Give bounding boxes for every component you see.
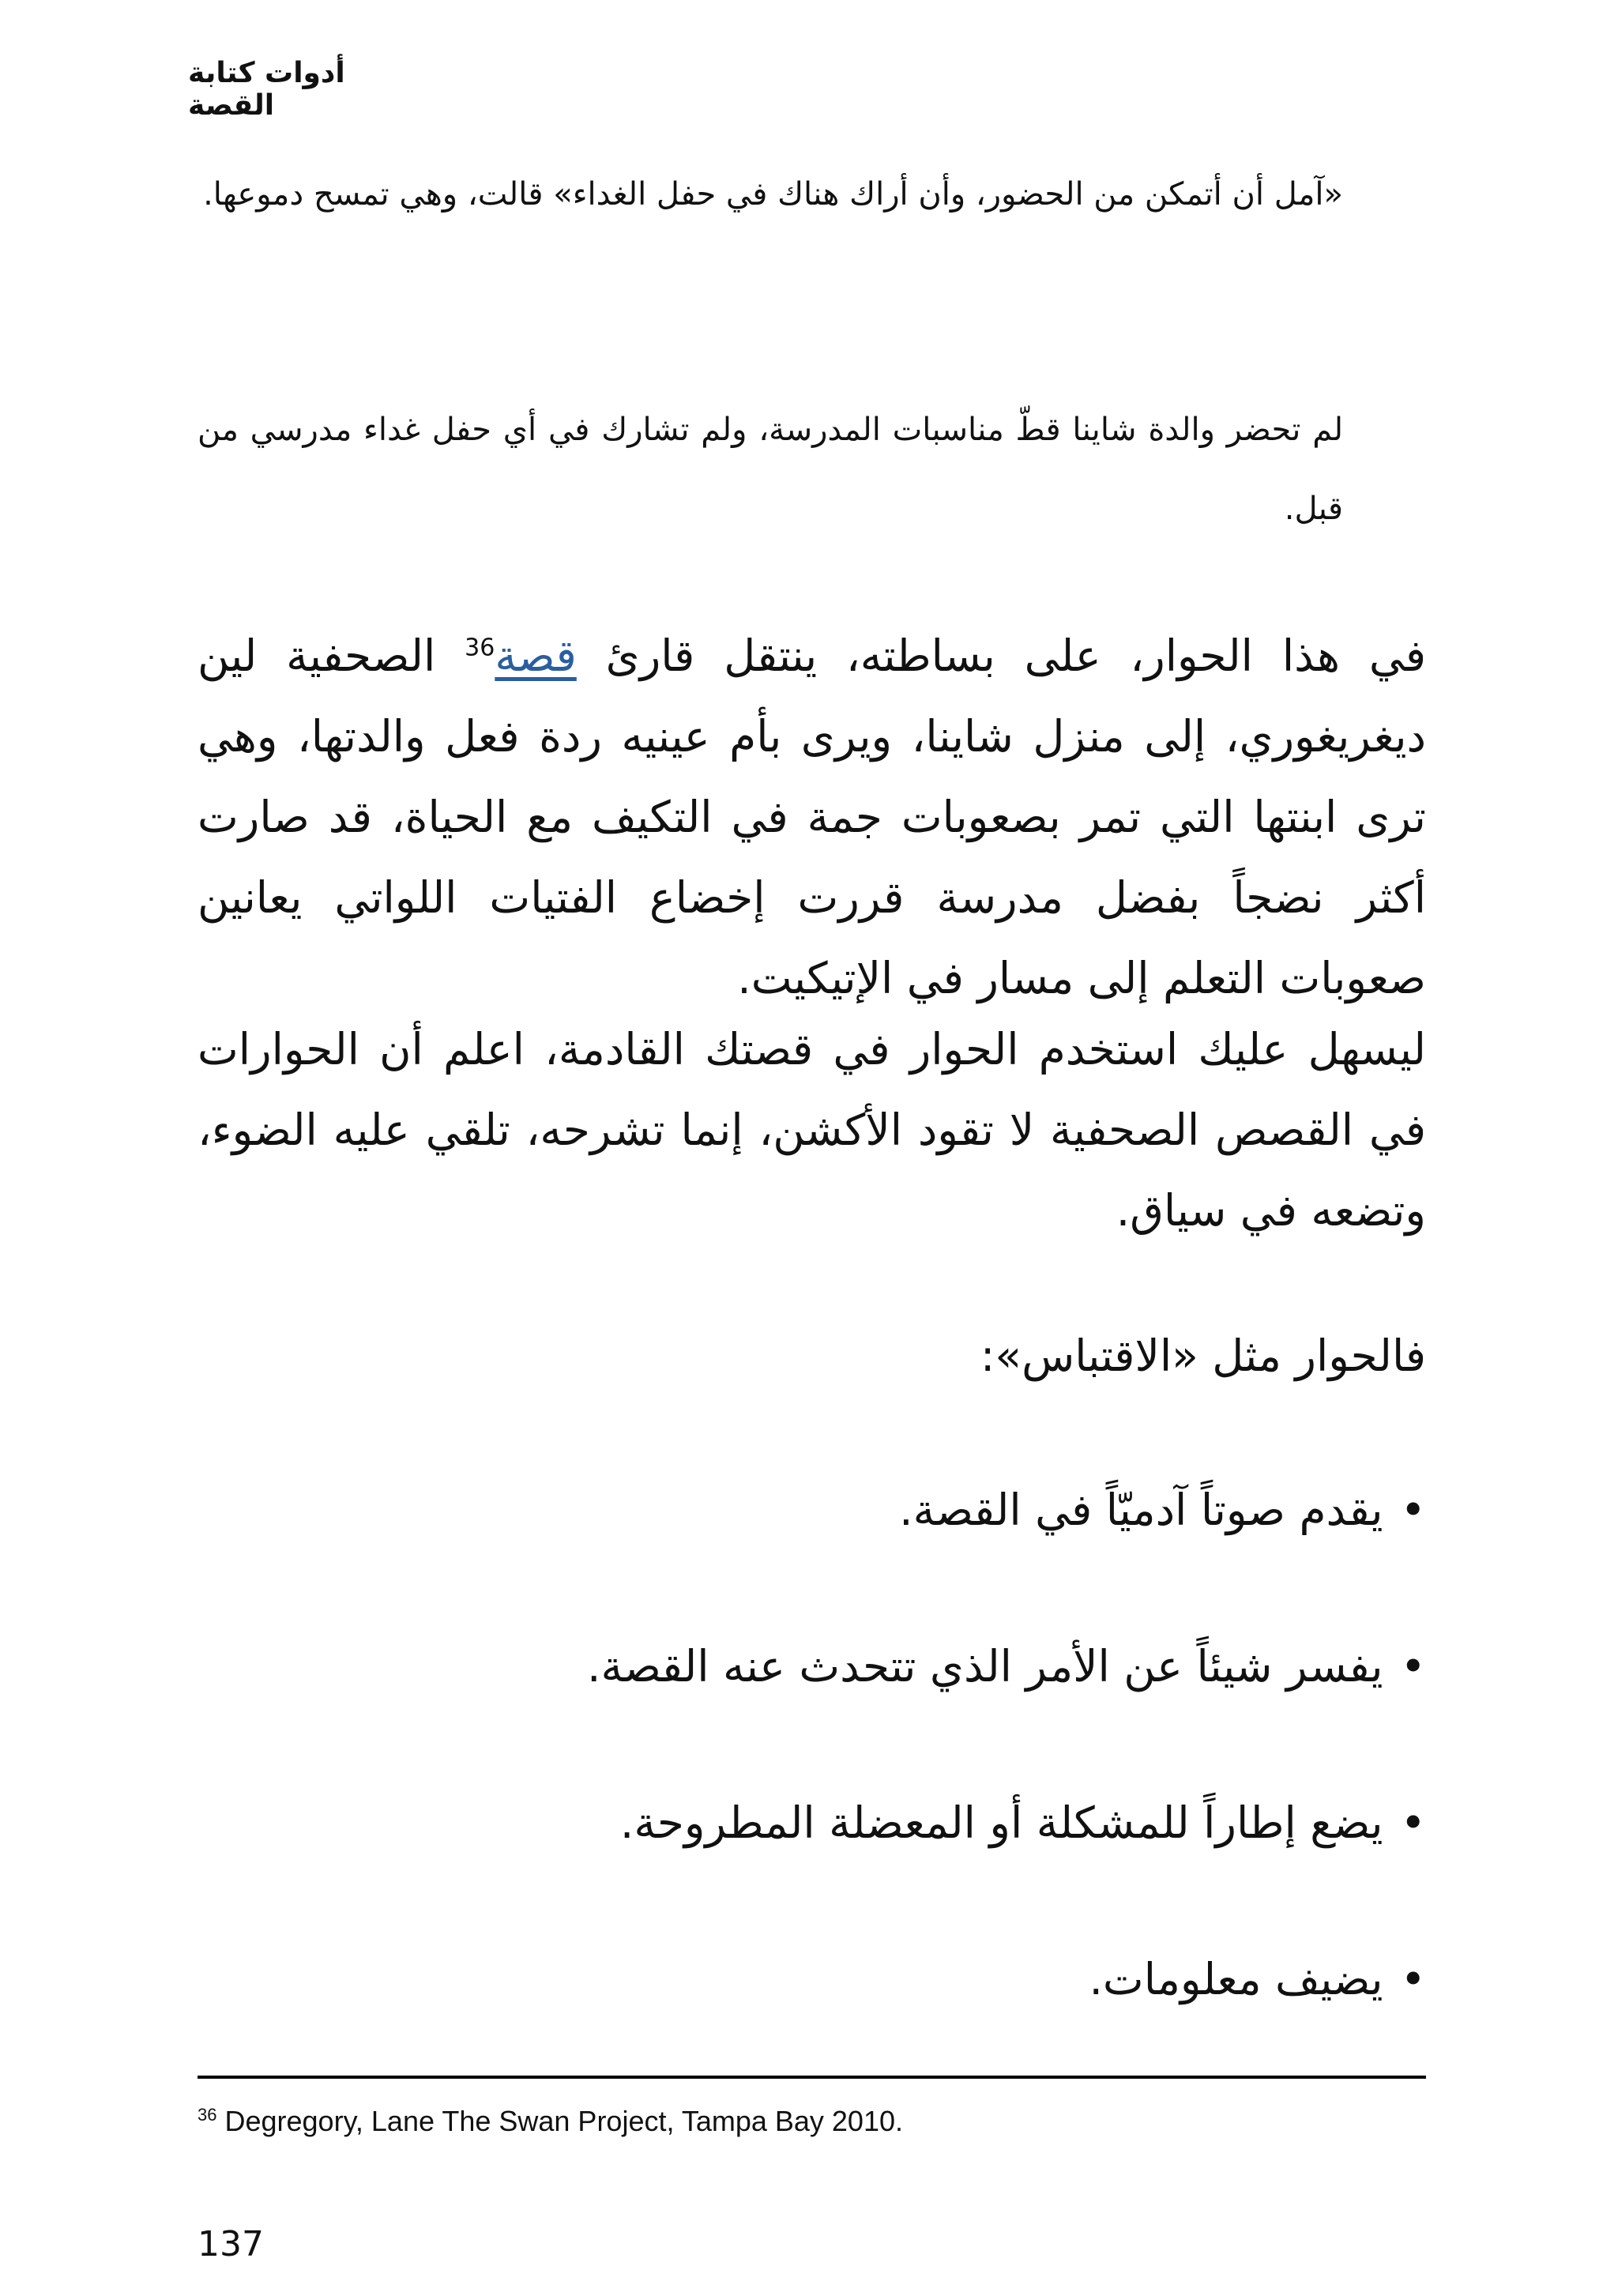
list-item bbox=[399, 1939, 1426, 2019]
body-paragraph-2: ليسهل عليك استخدم الحوار في قصتك القادمة، اعلم أن الحوارات في القصص الصحفية لا تقود الأكشن، إنما تشرحه، تلقي عليه الضوء، وتضعه في سياق. bbox=[198, 1024, 1426, 1236]
list-item-text: يضيف معلومات. bbox=[1089, 1954, 1383, 2004]
list-item bbox=[399, 1782, 1426, 1863]
dialogue-context: لم تحضر والدة شاينا قطّ مناسبات المدرسة، ولم تشارك في أي حفل غداء مدرسي من قبل. bbox=[198, 412, 1343, 527]
page-number: 137 bbox=[198, 2224, 264, 2264]
bullet-icon: • bbox=[1400, 1797, 1426, 1848]
body-paragraph-1 bbox=[198, 615, 1426, 1018]
list-item bbox=[399, 1626, 1426, 1707]
list-item-text: يقدم صوتاً آدميّاً في القصة. bbox=[899, 1485, 1383, 1535]
footnote-number: 36 bbox=[198, 2105, 217, 2125]
bullet-icon: • bbox=[1400, 1485, 1426, 1535]
list-item-text: يفسر شيئاً عن الأمر الذي تتحدث عنه القصة. bbox=[587, 1641, 1383, 1692]
footnote bbox=[198, 2105, 1426, 2138]
bullet-icon: • bbox=[1400, 1954, 1426, 2004]
bullet-icon: • bbox=[1400, 1641, 1426, 1692]
body-paragraph-3: فالحوار مثل «الاقتباس»: bbox=[980, 1331, 1426, 1381]
footnote-text: Degregory, Lane The Swan Project, Tampa Bay 2010. bbox=[216, 2105, 904, 2137]
paragraph-text-before-link: في هذا الحوار، على بساطته، ينتقل قارئ bbox=[576, 630, 1426, 681]
footnote-divider bbox=[198, 2076, 1426, 2079]
running-header: أدوات كتابة القصة bbox=[188, 57, 345, 122]
list-item bbox=[399, 1470, 1426, 1550]
story-link[interactable]: قصة bbox=[495, 630, 577, 681]
paragraph-text-after-link: الصحفية لين ديغريغوري، إلى منزل شاينا، ويرى بأم عينيه ردة فعل والدتها، وهي ترى ابنتها التي تمر بصعوبات جمة في التكيف مع الحياة، قد صارت أكثر نضجاً بفضل مدرسة قررت إخضاع الفتيات اللواتي يعانين صعوبات التعلم إلى مسار في الإتيكيت. bbox=[198, 630, 1426, 1003]
list-item-text: يضع إطاراً للمشكلة أو المعضلة المطروحة. bbox=[619, 1797, 1383, 1848]
footnote-reference[interactable]: 36 bbox=[465, 634, 495, 662]
dialogue-quote: «آمل أن أتمكن من الحضور، وأن أراك هناك في حفل الغداء» قالت، وهي تمسح دموعها. bbox=[203, 176, 1343, 213]
bullet-list bbox=[399, 1470, 1426, 2095]
